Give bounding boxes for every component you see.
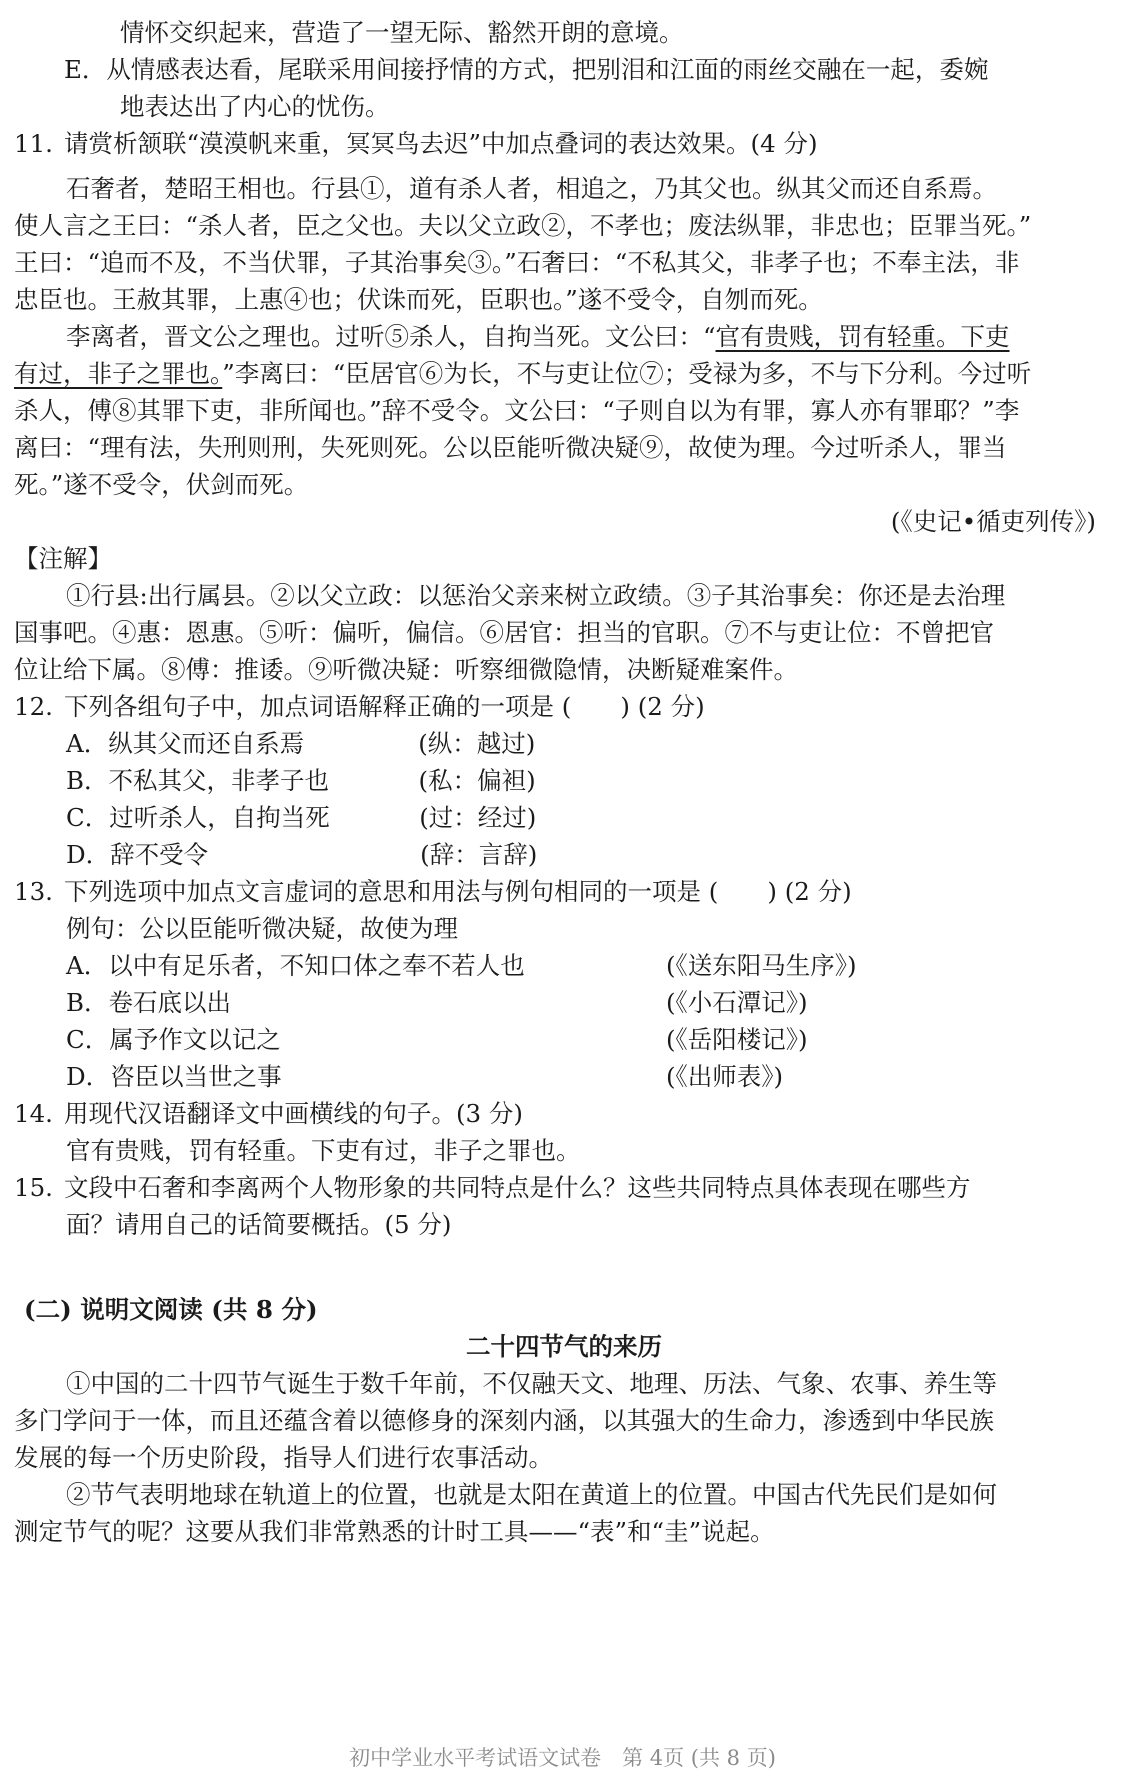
passage-source: (《史记•循吏列传》) [890,507,1096,536]
option-label: A． [66,729,109,758]
question-12 [14,688,1114,725]
question-number: 13. [14,877,53,906]
option-note: (私：偏袒) [418,766,536,795]
option-text: 纵其父而还自系焉 [108,729,305,758]
option-note: (过：经过) [419,803,537,832]
passage-text: 李离者，晋文公之理也。过听⑤杀人，自拘当死。文公曰：“ [66,322,716,351]
notes-title: 【注解】 [14,544,112,573]
option-a [14,725,1114,762]
passage-line [14,355,1114,392]
option-d [14,836,1114,873]
article-line: 多门学问于一体，而且还蕴含着以德修身的深刻内涵，以其强大的生命力，渗透到中华民族 [14,1406,994,1435]
question-text: 文段中石奢和李离两个人物形象的共同特点是什么？这些共同特点具体表现在哪些方 [64,1173,971,1202]
option-text: 不私其父，非孝子也 [108,766,330,795]
option-text: 咨臣以当世之事 [110,1062,282,1091]
passage [14,170,1114,540]
option-source: (《岳阳楼记》) [666,1025,808,1054]
question-text: 下列各组句子中，加点词语解释正确的一项是 ( ) (2 分) [64,692,705,721]
option-text: 卷石底以出 [108,988,232,1017]
question-number: 11. [14,129,53,158]
underlined-sentence: 官有贵贱，罚有轻重。下吏 [715,322,1010,351]
option-label: D． [66,840,111,869]
article-title: 二十四节气的来历 [466,1332,662,1361]
question-number: 12. [14,692,53,721]
option-c [14,799,1114,836]
question-text: 请赏析颔联“漠漠帆来重，冥冥鸟去迟”中加点叠词的表达效果。(4 分) [64,129,818,158]
option-b [14,762,1114,799]
option-a [14,947,1114,984]
question-13 [14,873,1114,910]
article-line: ①中国的二十四节气诞生于数千年前，不仅融天文、地理、历法、气象、农事、养生等 [66,1369,997,1398]
underlined-sentence: 有过，非子之罪也。 [14,359,223,388]
passage-line: 杀人，傅⑧其罪下吏，非所闻也。”辞不受令。文公曰：“子则自以为有罪，寡人亦有罪耶？”李 [14,396,1020,425]
option-b [14,984,1114,1021]
article-line: 发展的每一个历史阶段，指导人们进行农事活动。 [14,1443,553,1472]
option-source: (《送东阳马生序》) [666,951,857,980]
question-text: 下列选项中加点文言虚词的意思和用法与例句相同的一项是 ( ) (2 分) [64,877,852,906]
option-label: B． [66,766,109,795]
option-source: (《小石潭记》) [666,988,808,1017]
passage-line: 王曰：“追而不及，不当伏罪，子其治事矣③。”石奢曰：“不私其父，非孝子也；不奉主法，非 [14,248,1020,277]
option-source: (《出师表》) [666,1062,784,1091]
question-15 [14,1169,1114,1206]
note-line: ①行县:出行属县。②以父立政：以惩治父亲来树立政绩。③子其治事矣：你还是去治理 [66,581,1006,610]
question-text: 用现代汉语翻译文中画横线的句子。(3 分) [64,1099,523,1128]
option-text: 过听杀人，自拘当死 [109,803,330,832]
translation-sentence: 官有贵贱，罚有轻重。下吏有过，非子之罪也。 [66,1136,581,1165]
option-e: E．从情感表达看，尾联采用间接抒情的方式，把别泪和江面的雨丝交融在一起，委婉 [64,55,989,84]
option-label: B． [66,988,109,1017]
option-label: C． [66,1025,110,1054]
question-14 [14,1095,1114,1132]
option-label: A． [66,951,109,980]
text-line: 地表达出了内心的忧伤。 [120,92,390,121]
section-heading: (二) 说明文阅读 (共 8 分) [24,1295,318,1324]
exam-page [14,14,1114,1550]
option-note: (辞：言辞) [420,840,538,869]
option-label: D． [66,1062,111,1091]
passage-line: 忠臣也。王赦其罪，上惠④也；伏诛而死，臣职也。”遂不受令，自刎而死。 [14,285,823,314]
article-line: 测定节气的呢？这要从我们非常熟悉的计时工具——“表”和“圭”说起。 [14,1517,775,1546]
passage-line [14,318,1114,355]
text-line: 情怀交织起来，营造了一望无际、豁然开朗的意境。 [120,18,684,47]
passage-line: 石奢者，楚昭王相也。行县①，道有杀人者，相追之，乃其父也。纵其父而还自系焉。 [66,174,997,203]
question-11 [14,125,1114,162]
passage-line: 使人言之王曰：“杀人者，臣之父也。夫以父立政②，不孝也；废法纵罪，非忠也；臣罪当死。” [14,211,1032,240]
option-label: C． [66,803,110,832]
note-line: 国事吧。④惠：恩惠。⑤听：偏听，偏信。⑥居官：担当的官职。⑦不与吏让位：不曾把官 [14,618,994,647]
question-text-cont: 面？请用自己的话简要概括。(5 分) [66,1210,452,1239]
example-sentence: 例句：公以臣能听微决疑，故使为理 [66,914,458,943]
article-line: ②节气表明地球在轨道上的位置，也就是太阳在黄道上的位置。中国古代先民们是如何 [66,1480,997,1509]
passage-line: 离曰：“理有法，失刑则刑，失死则死。公以臣能听微决疑⑨，故使为理。今过听杀人，罪当 [14,433,1007,462]
note-line: 位让给下属。⑧傅：推诿。⑨听微决疑：听察细微隐情，决断疑难案件。 [14,655,798,684]
option-text: 以中有足乐者，不知口体之奉不若人也 [108,951,525,980]
option-text: 辞不受令 [110,840,209,869]
passage-text: ”李离曰：“臣居官⑥为长，不与吏让位⑦；受禄为多，不与下分利。今过听 [222,359,1032,388]
option-text: 属予作文以记之 [109,1025,281,1054]
option-d [14,1058,1114,1095]
option-c [14,1021,1114,1058]
passage-line: 死。”遂不受令，伏剑而死。 [14,470,309,499]
question-number: 15. [14,1173,53,1202]
question-number: 14. [14,1099,53,1128]
page-footer: 初中学业水平考试语文试卷 第 4页 (共 8 页) [349,1746,776,1770]
option-note: (纵：越过) [418,729,536,758]
